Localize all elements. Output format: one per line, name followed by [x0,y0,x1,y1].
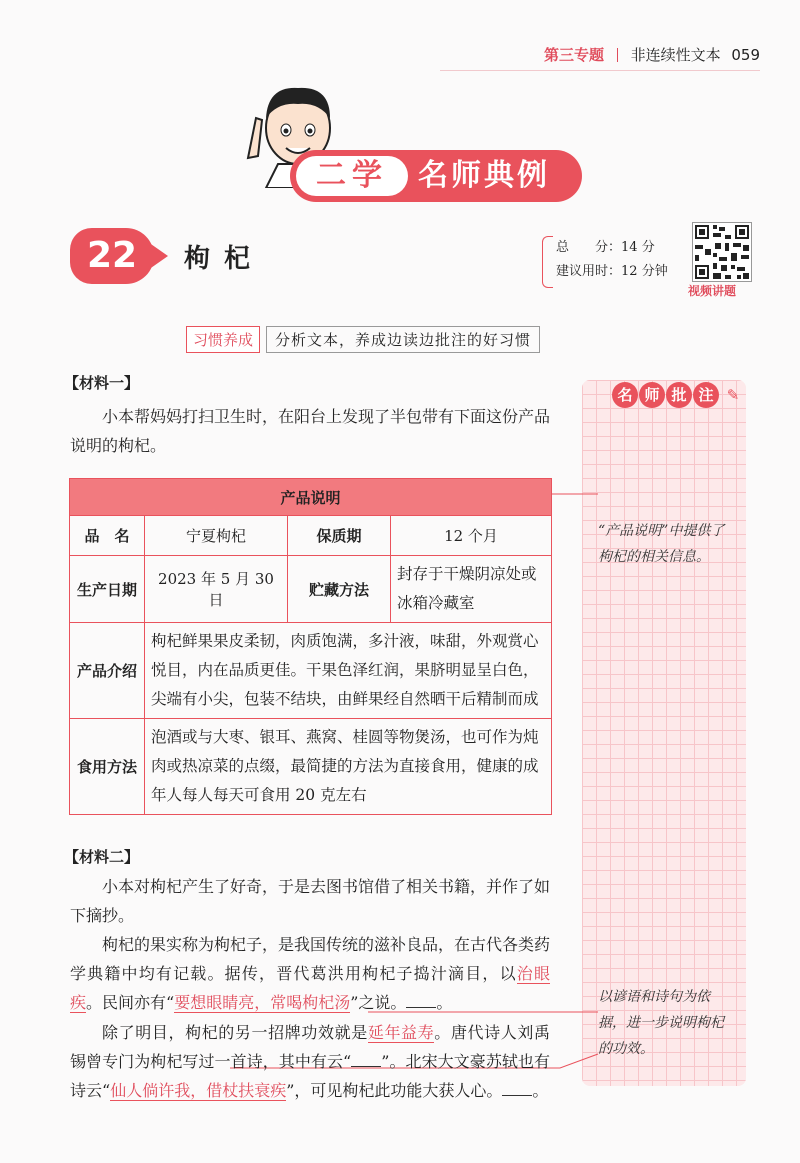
material-1-label: 【材料一】 [64,374,140,392]
label-intro: 产品介绍 [70,623,145,719]
value-intro: 枸杞鲜果果皮柔韧，肉质饱满，多汁液，味甜，外观赏心悦目，内在品质更佳。干果色泽红润，果脐明显呈白色，尖端有小尖，包装不结块，由鲜果经自然晒干后精制而成 [145,623,552,719]
label-storage: 贮藏方法 [288,556,391,623]
time-label: 建议用时： [556,264,622,279]
title-char: 名 [612,382,638,408]
p2-text-e: ”之说。 [350,993,407,1012]
total-score-label: 总 分： [556,240,622,255]
material-2-label: 【材料二】 [64,848,140,866]
suggested-time: 12 分钟 [621,264,668,279]
p3-poem: 仙人倘许我，借杖扶衰疾 [110,1081,287,1100]
banner-right: 名师典例 [418,158,550,193]
title-char: 注 [693,382,719,408]
habit-tag: 习惯养成 [186,326,260,353]
video-label[interactable]: 视频讲题 [688,284,737,298]
blank-1[interactable] [406,993,436,1008]
title-char: 师 [639,382,665,408]
material-2-para-1: 小本对枸杞产生了好奇，于是去图书馆借了相关书籍，并作了如下摘抄。 [70,877,551,925]
topic-label: 第三专题 [543,46,604,64]
label-shelf-life: 保质期 [288,516,391,556]
annotation-note-2: 以谚语和诗句为依据，进一步说明枸杞的功效。 [598,989,724,1057]
material-2-para-3: 除了明目，枸杞的另一招牌功效就是延年益寿。唐代诗人刘禹锡曾专门为枸杞写过一首诗，其中有云“ ”。北宋大文豪苏轼也有诗云“仙人倘许我，借杖扶衰疾”，可见枸杞此功能大获人心。 。 [70,1023,551,1100]
product-table [69,478,552,815]
value-storage: 封存于干燥阴凉处或冰箱冷藏室 [391,556,552,623]
label-usage: 食用方法 [70,719,145,815]
title-char: 批 [666,382,692,408]
page-number: 059 [731,46,760,64]
value-production-date: 2023 年 5 月 30 日 [145,556,288,623]
pencil-icon: ✎ [726,386,740,404]
habit-text: 分析文本，养成边读边批注的好习惯 [266,326,540,353]
subject-label: 非连续性文本 [630,46,721,64]
p2-text-c: 。民间亦有“ [86,993,175,1012]
p3-text-d: ”。北宋大文豪苏轼也有诗云“ [70,1052,551,1100]
p2-proverb: 要想眼睛亮，常喝枸杞汤 [174,993,351,1012]
p3-text-f: ”，可见枸杞此功能大获人心。 [286,1081,503,1100]
p3-highlight-longevity: 延年益寿 [367,1023,435,1042]
material-2-para-2: 枸杞的果实称为枸杞子，是我国传统的滋补良品，在古代各类药学典籍中均有记载。据传，晋代葛洪用枸杞子捣汁滴目，以治眼疾。民间亦有“要想眼睛亮，常喝枸杞汤”之说。 。 [70,935,551,1012]
p2-highlight-eye: 治眼疾 [70,964,550,1012]
p3-text-a: 除了明目，枸杞的另一招牌功效就是 [102,1023,368,1042]
p2-text-a: 枸杞的果实称为枸杞子，是我国传统的滋补良品，在古代各类药学典籍中均有记载。据传，晋代葛洪用枸杞子捣汁滴目，以 [70,935,551,983]
annotation-note-1: “产品说明”中提供了枸杞的相关信息。 [598,523,725,565]
table-header: 产品说明 [70,479,552,516]
label-name: 品 名 [70,516,145,556]
blank-2[interactable] [351,1052,381,1067]
label-production-date: 生产日期 [70,556,145,623]
material-1-intro: 小本帮妈妈打扫卫生时，在阳台上发现了半包带有下面这份产品说明的枸杞。 [70,407,551,455]
value-usage: 泡酒或与大枣、银耳、燕窝、桂圆等物煲汤，也可作为炖肉或热凉菜的点缀，最简捷的方法为直接食用，健康的成年人每人每天可食用 20 克左右 [145,719,552,815]
p3-text-c: 。唐代诗人刘禹锡曾专门为枸杞写过一首诗，其中有云“ [70,1023,550,1071]
lesson-number: 22 [86,235,138,276]
value-name: 宁夏枸杞 [145,516,288,556]
value-shelf-life: 12 个月 [391,516,552,556]
banner-left: 二学 [296,156,408,196]
blank-3[interactable] [502,1081,532,1096]
total-score: 14 分 [621,240,655,255]
lesson-title: 枸杞 [184,244,265,274]
